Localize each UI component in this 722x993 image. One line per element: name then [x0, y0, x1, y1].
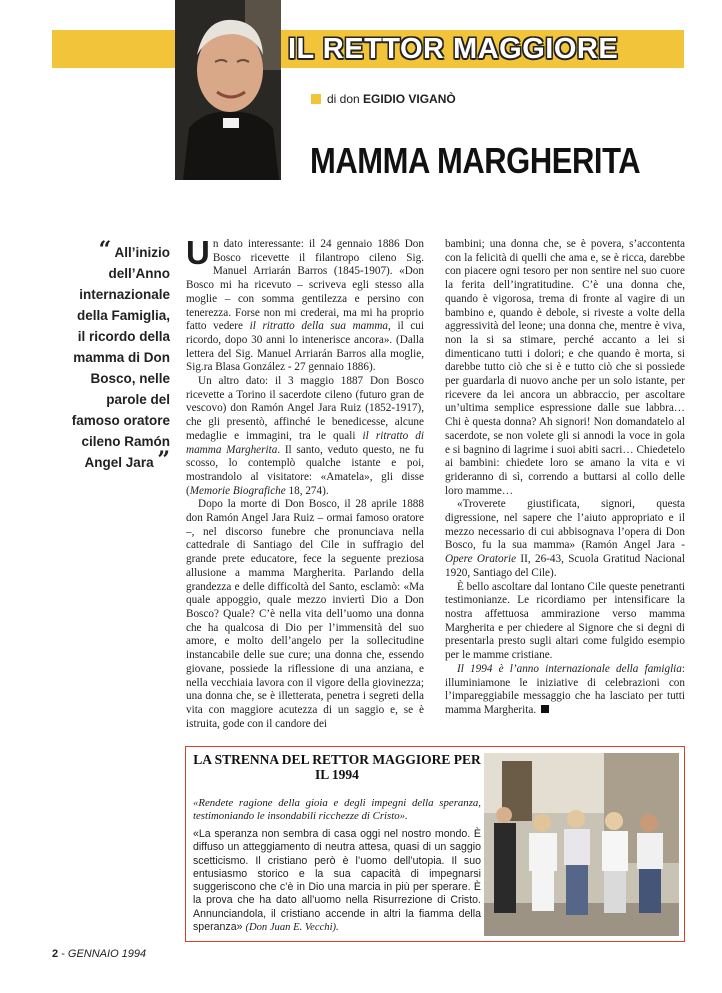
text: , il cui ricordo, dopo 30 anni lo intenerisce ancora». (Dalla lettera del Sig. Manuel Arriarán Barros alla moglie, Sig.ra Blasa González - 27 gennaio 1886).	[186, 320, 424, 374]
yellow-square-icon	[311, 94, 321, 104]
paragraph-5: È bello ascoltare dal lontano Cile queste penetranti testimonianze. Le ricordiamo per intensificare la nostra affettuosa ammirazione verso mamma Margherita e per chiedere al Signore che si degni di presentarla presto sugli altari come fulgido esempio per le mamme cristiane.	[445, 580, 685, 662]
strenna-title: LA STRENNA DEL RETTOR MAGGIORE PER IL 1994	[193, 752, 481, 782]
emphasis: Il 1994 è l’anno internazionale della famiglia	[457, 662, 682, 675]
paragraph-1	[186, 234, 424, 375]
open-quote-mark: “	[98, 237, 112, 263]
drop-cap: U	[186, 234, 210, 271]
text: n dato interessante: il 24 gennaio 1886 Don Bosco ricevette il filantropo cileno Sig. Manuel Arriarán Barros (1845-1907). «Don Bosco mi ha ricevuto – scriveva egli stesso alla moglie – con somma gentilezza e persino con tenerezza. Forse non mi crederai, ma mi ha proprio fatto vedere	[186, 238, 424, 333]
paragraph-3: Dopo la morte di Don Bosco, il 28 aprile 1888 don Ramón Angel Jara Ruiz – ormai famoso oratore –, nel discorso funebre che pronunciava nella cattedrale di Santiago del Cile in suffragio del grande prete educatore, fece la seguente preziosa allusione a mamma Margherita. Parlando della grandezza e delle difficoltà del Santo, esclamò: «Ma quale appoggio, quale mezzo inviertì Dio a Don Bosco? Quale? C’è nella vita dell’uomo una donna che ha qualcosa di Dio per l’immensità del suo amore, e molto dell’angelo per la sollecitudine instancabile delle sue cure; una donna che, essendo giovane, possiede la riflessione di una anziana, e nella vecchiaia lavora con il vigore della giovinezza; una donna che, se è illetterata, penetra i segreti della vita con maggiore acutezza di un saggio e, se è istruita, gode con il candore dei	[186, 498, 424, 730]
strenna-body-text: «La speranza non sembra di casa oggi nel nostro mondo. È diffuso un atteggiamento di neutra attesa, quasi di un saggio scetticismo. Il cristiano però è l’uomo dell’utopia. Il suo entusiasmo storico e la sua capacità di impegnarsi suggeriscono che c’è in Dio una marcia in più per sperare. È la prova che ha dato all’uomo nella Risurrezione di Cristo. Annunciandola, il cristiano accende in altri la fiamma della speranza»	[193, 828, 481, 934]
emphasis: Memorie Biografiche	[189, 484, 286, 497]
youth-group-photo	[484, 753, 679, 936]
author-portrait	[175, 0, 281, 180]
strenna-signature: (Don Juan E. Vecchi).	[245, 922, 339, 934]
headline: MAMMA MARGHERITA	[310, 140, 641, 181]
byline-prefix: di don	[327, 92, 360, 106]
portrait-illustration	[175, 0, 281, 180]
text: Un altro dato: il 3 maggio 1887 Don Bosco ricevette a Torino il sacerdote cileno (futuro gran de vescovo) don Ramón Angel Jara Ruiz (1852-1917), che gli presentò, affinché le benedicesse, alcune medaglie e immagini, tra le quali	[186, 375, 424, 442]
end-mark-icon	[541, 705, 549, 713]
emphasis: Opere Oratorie	[445, 553, 517, 566]
text: : illuminiamone le iniziative di celebrazioni con l’impareggiabile messaggio che ha lasciato per tutti mamma Margherita.	[445, 662, 685, 716]
article-column-1	[186, 234, 425, 731]
text: 18, 274).	[285, 484, 329, 497]
section-title: IL RETTOR MAGGIORE	[288, 33, 619, 65]
issue-date: - GENNAIO 1994	[58, 948, 147, 960]
close-quote-mark: ”	[157, 447, 170, 473]
pull-quote	[70, 237, 170, 473]
text: II, 26-43, Scuola Gratitud Nacional 1920, Santiago del Cile).	[445, 553, 685, 579]
emphasis: il ritratto di mamma Margherita	[186, 429, 425, 456]
paragraph-4	[445, 498, 685, 580]
pull-quote-text: All’inizio dell’Anno internazionale della Famiglia, il ricordo della mamma di Don Bosco, nelle parole del famoso oratore cileno Ramón Angel Jara	[71, 245, 170, 470]
photo-illustration	[484, 753, 679, 936]
byline-author: EGIDIO VIGANÒ	[363, 92, 456, 106]
page-number: 2	[52, 948, 59, 960]
paragraph-6	[445, 663, 685, 718]
paragraph-3-continued: bambini; una donna che, se è povera, s’accontenta con la felicità di quelli che ama e, se è ricca, darebbe con piacere ogni tesoro per non sentire nel suo cuore la ferita dell’ingratitudine. C’è una donna che, quando è vigorosa, trema di fronte al vagire di un bambino e, quando è debole, si riveste a volte della aggressività del leone; una donna che, mentre è viva, non la si sa stimare, perché accanto a lei si dimenticano tutti i dolori; e che quando è morta, si darebbe tutto ciò che si è e tutto ciò che si possiede per guardarla di nuovo anche per un solo istante, per ricevere da lei ancora un abbraccio, per ascoltare un’ultima semplice espressione dalle sue labbra… Chi è questa donna? Ah signori! Non domandatelo al sacerdote, se non volete gli si annodi la voce in gola e si bagnino di lagrime i suoi abiti sacri… Chiedetelo ai bambini: chiedete loro se amano la vita e vi grideranno di sì, correndo a buttarsi al collo delle loro mamme…	[445, 238, 685, 497]
strenna-motto: «Rendete ragione della gioia e degli impegni della speranza, testimoniando le insondabili ricchezze di Cristo».	[193, 797, 481, 823]
strenna-body	[193, 828, 481, 934]
text: «Troverete giustificata, signori, questa digressione, nel sapere che l’aiuto appropriato e il mezzo necessario di cui abbisognava l’opera di Don Bosco, fu la sua mamma» (Ramón Angel Jara -	[445, 498, 685, 552]
byline	[311, 92, 456, 106]
article-column-2	[445, 238, 685, 718]
text: . Il santo, veduto questo, ne fu scosso, lo contemplò qualche istante e poi, mostrandolo al visitatore: «Amatela», gli disse (	[186, 443, 424, 497]
paragraph-2	[186, 375, 424, 498]
page-footer	[52, 948, 146, 960]
emphasis: il ritratto della sua mamma	[249, 320, 389, 333]
